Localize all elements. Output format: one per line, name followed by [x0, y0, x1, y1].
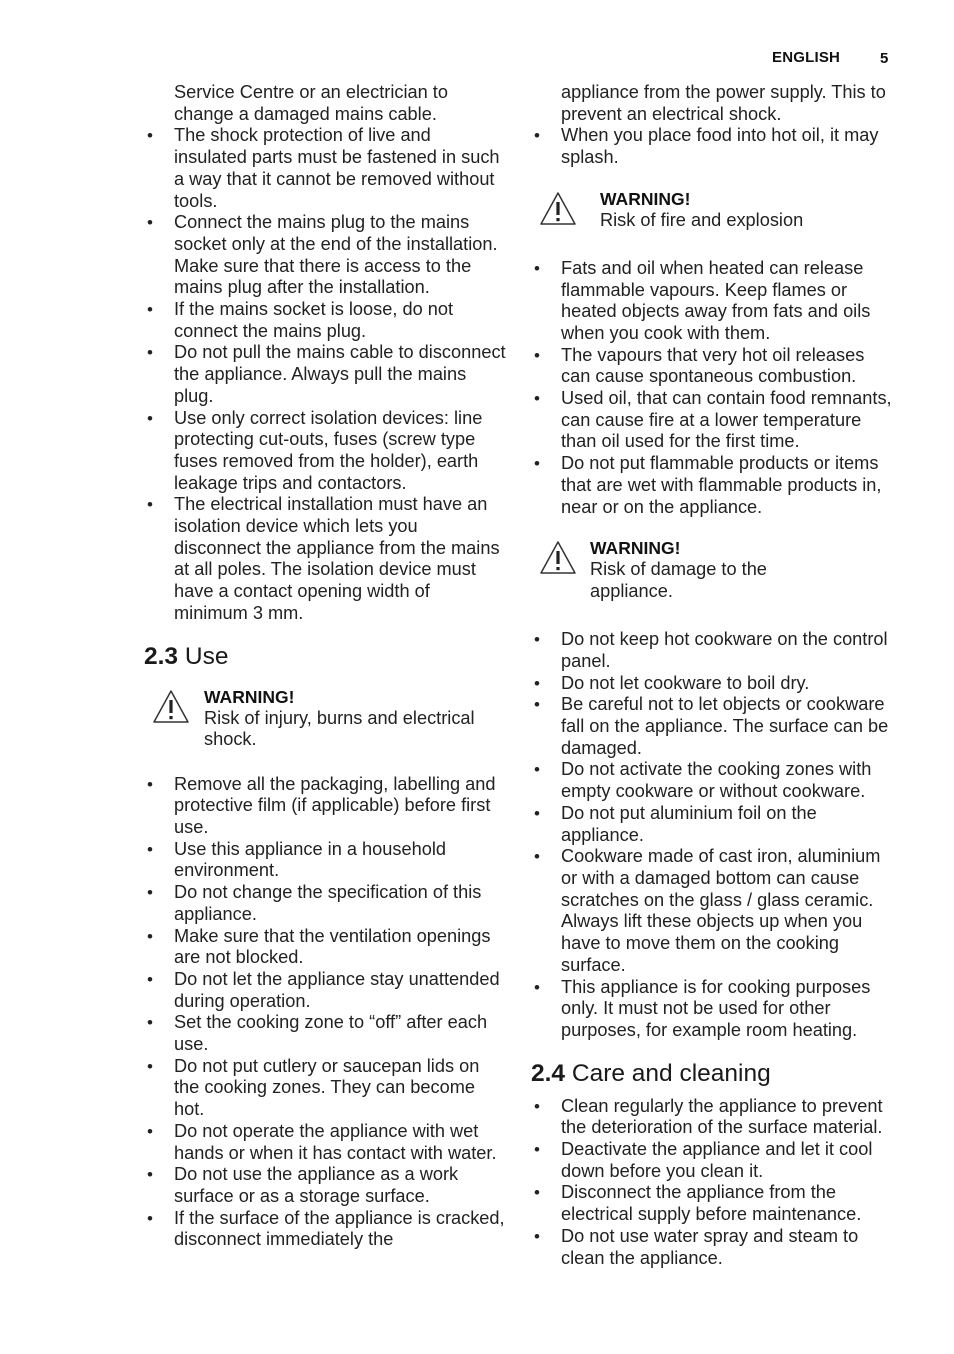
warning-box-damage: [531, 537, 893, 629]
warning-title: WARNING!: [600, 188, 691, 209]
section-heading: [144, 643, 506, 671]
list-item: • Do not keep hot cookware on the control panel.: [531, 629, 893, 672]
list-item: • Use only correct isolation devices: line protecting cut-outs, fuses (screw type fuses removed from the holder), earth leakage trips and contactors.: [144, 408, 506, 495]
oil-list: [531, 125, 893, 168]
list-item: • Do not use the appliance as a work surface or as a storage surface.: [144, 1164, 506, 1207]
list-item: • The electrical installation must have an isolation device which lets you disconnect the appliance from the mains at all poles. The isolation device must have a contact opening width of minimum 3 mm.: [144, 494, 506, 624]
list-item: • Used oil, that can contain food remnants, can cause fire at a lower temperature than oil used for the first time.: [531, 388, 893, 453]
list-item: • Do not put cutlery or saucepan lids on the cooking zones. They can become hot.: [144, 1056, 506, 1121]
list-item: • Do not activate the cooking zones with empty cookware or without cookware.: [531, 759, 893, 802]
list-item: • Remove all the packaging, labelling and protective film (if applicable) before first use.: [144, 774, 506, 839]
page-number: 5: [880, 50, 889, 67]
list-item: • Do not change the specification of this appliance.: [144, 882, 506, 925]
warning-box: [144, 686, 506, 774]
list-item: • Connect the mains plug to the mains socket only at the end of the installation. Make sure that there is access to the mains plug after the installation.: [144, 212, 506, 299]
fire-list: [531, 258, 893, 518]
continued-text: Service Centre or an electrician to change a damaged mains cable.: [174, 82, 448, 124]
list-item: • Do not let cookware to boil dry.: [531, 673, 893, 695]
warning-triangle-icon: [539, 540, 577, 575]
list-item: • If the mains socket is loose, do not connect the mains plug.: [144, 299, 506, 342]
right-column: [531, 82, 893, 1269]
list-item: • When you place food into hot oil, it may splash.: [531, 125, 893, 168]
list-item: • Fats and oil when heated can release flammable vapours. Keep flames or heated objects away from fats and oils when you cook with them.: [531, 258, 893, 345]
list-item: • Disconnect the appliance from the electrical supply before maintenance.: [531, 1182, 893, 1225]
warning-box-fire: [531, 188, 893, 258]
section-number: 2.4: [531, 1059, 566, 1087]
use-list: [144, 774, 506, 1251]
damage-list: [531, 629, 893, 1041]
list-item: • Use this appliance in a household environment.: [144, 839, 506, 882]
list-item: • Set the cooking zone to “off” after each use.: [144, 1012, 506, 1055]
list-item: • Cookware made of cast iron, aluminium or with a damaged bottom can cause scratches on the glass / glass ceramic. Always lift these objects up when you have to move them on the cooking surface.: [531, 846, 893, 976]
warning-triangle-icon: [539, 191, 577, 226]
section-number: 2.3: [144, 642, 179, 670]
section-title: Use: [184, 642, 229, 670]
warning-text: Risk of injury, burns and electrical shock.: [204, 707, 475, 750]
section-heading: [531, 1060, 893, 1088]
list-item: • This appliance is for cooking purposes only. It must not be used for other purposes, for example room heating.: [531, 977, 893, 1042]
list-item: • Do not put flammable products or items that are wet with flammable products in, near or on the appliance.: [531, 453, 893, 518]
list-item: • If the surface of the appliance is cracked, disconnect immediately the: [144, 1208, 506, 1251]
list-item: • The shock protection of live and insulated parts must be fastened in such a way that it cannot be removed without tools.: [144, 125, 506, 212]
warning-text: Risk of fire and explosion: [600, 209, 804, 230]
list-item: • Clean regularly the appliance to prevent the deterioration of the surface material.: [531, 1096, 893, 1139]
section-title: Care and cleaning: [571, 1059, 771, 1087]
list-item: • Make sure that the ventilation openings are not blocked.: [144, 926, 506, 969]
list-item: • Do not let the appliance stay unattended during operation.: [144, 969, 506, 1012]
list-item: • The vapours that very hot oil releases can cause spontaneous combustion.: [531, 345, 893, 388]
cleaning-list: [531, 1096, 893, 1270]
header-language: ENGLISH: [772, 49, 841, 66]
list-item: • Do not pull the mains cable to disconnect the appliance. Always pull the mains plug.: [144, 342, 506, 407]
warning-title: WARNING!: [590, 538, 681, 559]
warning-triangle-icon: [152, 689, 190, 724]
safety-list: [144, 125, 506, 624]
list-item: • Do not use water spray and steam to clean the appliance.: [531, 1226, 893, 1269]
continued-text: appliance from the power supply. This to prevent an electrical shock.: [561, 82, 886, 124]
warning-text: Risk of damage to the appliance.: [590, 559, 767, 601]
warning-title: WARNING!: [204, 686, 295, 707]
list-item: • Be careful not to let objects or cookware fall on the appliance. The surface can be damaged.: [531, 694, 893, 759]
left-column: [144, 82, 506, 1251]
list-item: • Do not operate the appliance with wet hands or when it has contact with water.: [144, 1121, 506, 1164]
list-item: • Deactivate the appliance and let it cool down before you clean it.: [531, 1139, 893, 1182]
list-item: • Do not put aluminium foil on the appliance.: [531, 803, 893, 846]
